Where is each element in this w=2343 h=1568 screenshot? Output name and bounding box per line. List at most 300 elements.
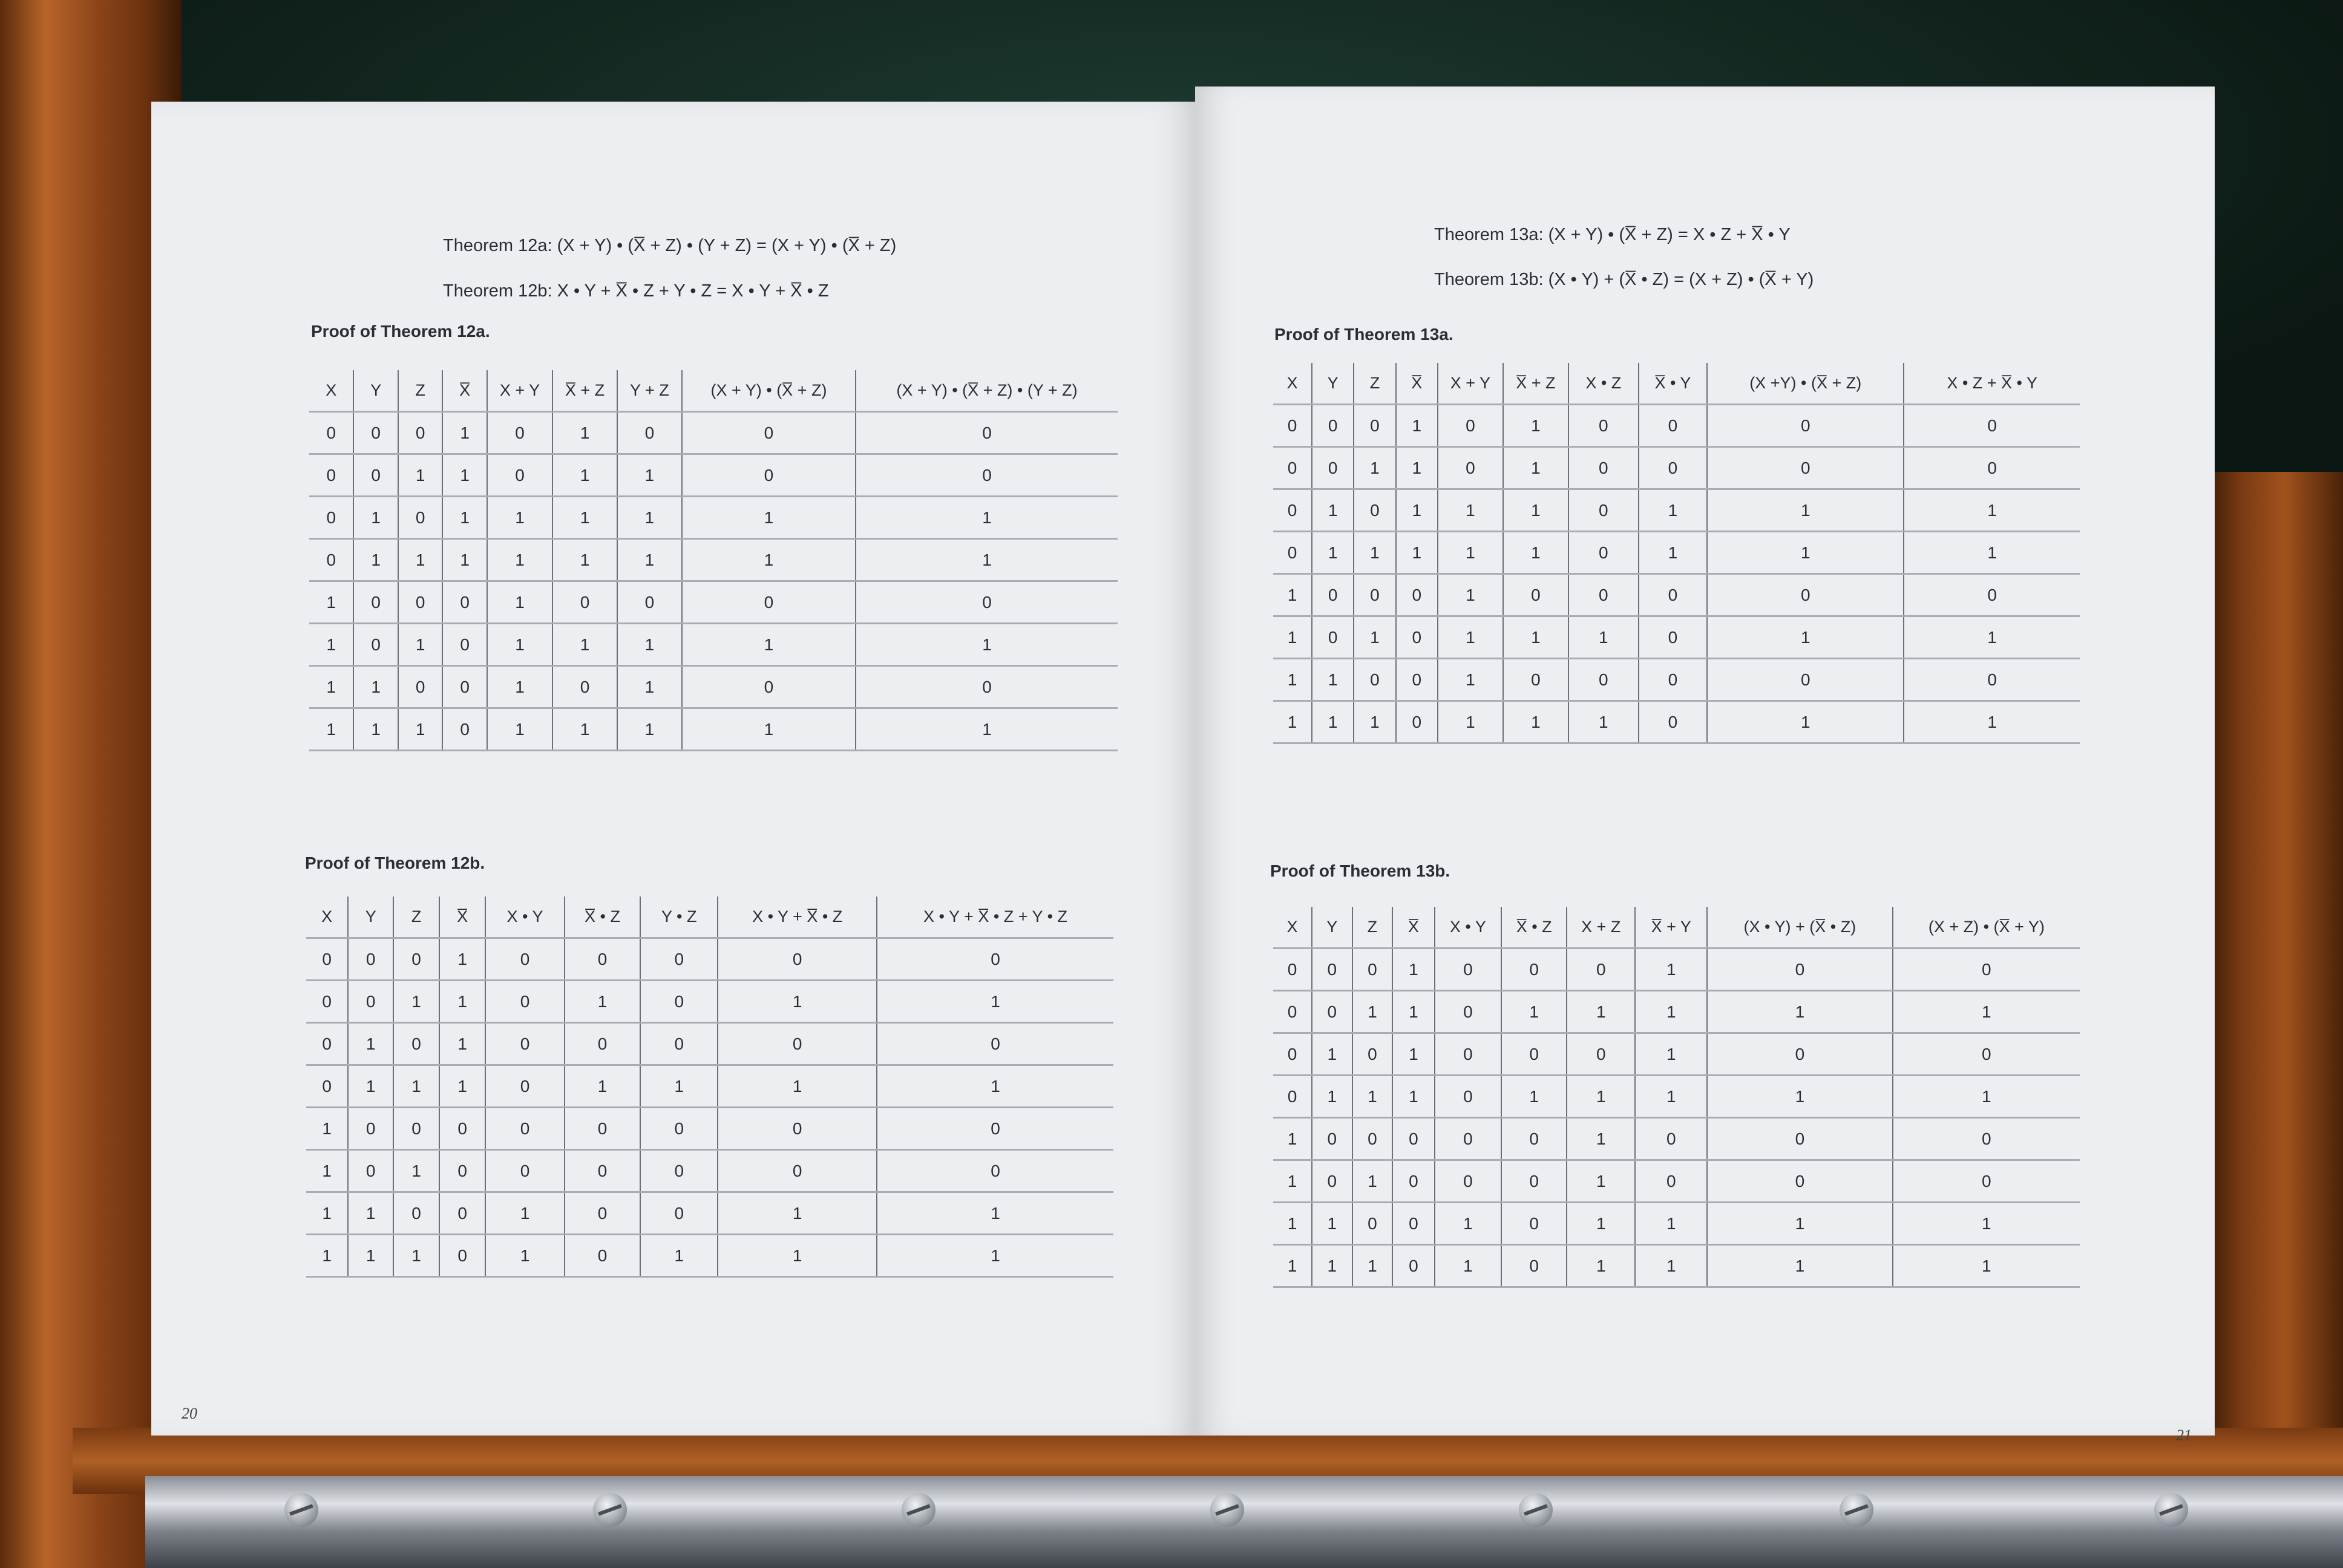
column-header: X̅ bbox=[442, 370, 487, 412]
column-header: (X +Y) • (X̅ + Z) bbox=[1707, 363, 1904, 405]
table-cell: 1 bbox=[617, 497, 682, 539]
column-header: X bbox=[306, 897, 348, 938]
table-cell: 1 bbox=[1438, 659, 1503, 701]
table-cell: 0 bbox=[353, 624, 398, 666]
table-cell: 1 bbox=[1312, 701, 1354, 743]
table-cell: 0 bbox=[877, 1023, 1113, 1065]
table-cell: 0 bbox=[1568, 532, 1639, 574]
column-header: Y + Z bbox=[617, 370, 682, 412]
table-cell: 0 bbox=[348, 981, 393, 1023]
table-cell: 1 bbox=[1312, 1033, 1352, 1076]
table-cell: 1 bbox=[1635, 1033, 1707, 1076]
table-cell: 1 bbox=[617, 539, 682, 581]
table-cell: 1 bbox=[1503, 532, 1568, 574]
table-cell: 1 bbox=[487, 539, 552, 581]
proof-12a-heading: Proof of Theorem 12a. bbox=[311, 322, 490, 341]
table-cell: 1 bbox=[1312, 1245, 1352, 1287]
table-cell: 1 bbox=[1438, 616, 1503, 659]
table-row bbox=[1273, 1160, 2080, 1203]
theorem-13b: Theorem 13b: (X • Y) + (X̅ • Z) = (X + Z) • (X̅ + Y) bbox=[1434, 270, 1814, 289]
table-cell: 0 bbox=[552, 666, 617, 708]
table-cell: 0 bbox=[442, 708, 487, 751]
table-cell: 1 bbox=[1392, 1076, 1434, 1118]
table-cell: 1 bbox=[353, 539, 398, 581]
table-cell: 1 bbox=[348, 1065, 393, 1108]
table-cell: 1 bbox=[353, 497, 398, 539]
table-cell: 0 bbox=[1435, 1160, 1502, 1203]
table-cell: 1 bbox=[1567, 1245, 1635, 1287]
table-cell: 1 bbox=[1707, 1245, 1893, 1287]
wooden-case-right bbox=[2198, 472, 2343, 1568]
table-cell: 1 bbox=[617, 666, 682, 708]
table-cell: 1 bbox=[1273, 574, 1312, 616]
column-header: X • Y + X̅ • Z + Y • Z bbox=[877, 897, 1113, 938]
table-cell: 0 bbox=[1273, 991, 1312, 1033]
table-row bbox=[309, 624, 1118, 666]
table-cell: 1 bbox=[1354, 701, 1395, 743]
column-header: X • Y bbox=[1435, 907, 1502, 949]
table-cell: 1 bbox=[1904, 532, 2080, 574]
table-cell: 1 bbox=[1893, 991, 2080, 1033]
column-header: X bbox=[1273, 907, 1312, 949]
table-cell: 0 bbox=[552, 581, 617, 624]
screw-icon bbox=[1519, 1493, 1553, 1527]
table-cell: 0 bbox=[1352, 1203, 1393, 1245]
table-cell: 1 bbox=[617, 708, 682, 751]
table-cell: 0 bbox=[1501, 1203, 1567, 1245]
table-cell: 1 bbox=[439, 1065, 485, 1108]
table-cell: 0 bbox=[640, 1150, 718, 1192]
table-cell: 0 bbox=[1392, 1118, 1434, 1160]
table-cell: 0 bbox=[1503, 574, 1568, 616]
table-row bbox=[1273, 616, 2080, 659]
table-cell: 1 bbox=[398, 454, 442, 497]
table-cell: 0 bbox=[348, 1150, 393, 1192]
column-header: Y bbox=[1312, 363, 1354, 405]
truth-table-12a bbox=[309, 370, 1118, 751]
table-cell: 0 bbox=[1354, 574, 1395, 616]
table-cell: 1 bbox=[393, 1150, 439, 1192]
table-cell: 0 bbox=[1635, 1118, 1707, 1160]
table-cell: 0 bbox=[1707, 1160, 1893, 1203]
proof-12b-heading: Proof of Theorem 12b. bbox=[305, 854, 485, 872]
table-cell: 1 bbox=[1312, 659, 1354, 701]
table-cell: 0 bbox=[398, 497, 442, 539]
table-cell: 1 bbox=[1354, 447, 1395, 489]
table-cell: 1 bbox=[682, 497, 856, 539]
table-cell: 1 bbox=[398, 539, 442, 581]
table-cell: 0 bbox=[1707, 447, 1904, 489]
table-cell: 0 bbox=[439, 1192, 485, 1235]
table-cell: 1 bbox=[1503, 447, 1568, 489]
table-cell: 0 bbox=[1893, 949, 2080, 991]
column-header: Y bbox=[348, 897, 393, 938]
truth-table-13b bbox=[1273, 907, 2080, 1288]
table-row bbox=[309, 539, 1118, 581]
proof-13b-heading: Proof of Theorem 13b. bbox=[1270, 861, 1450, 880]
table-cell: 1 bbox=[1352, 991, 1393, 1033]
table-cell: 1 bbox=[1396, 405, 1438, 447]
column-header: X bbox=[309, 370, 353, 412]
table-cell: 1 bbox=[1273, 1118, 1312, 1160]
column-header: Z bbox=[398, 370, 442, 412]
table-cell: 1 bbox=[718, 1192, 877, 1235]
table-cell: 0 bbox=[1568, 659, 1639, 701]
table-row bbox=[306, 1108, 1113, 1150]
column-header: X̅ bbox=[1392, 907, 1434, 949]
table-cell: 1 bbox=[1312, 489, 1354, 532]
table-cell: 1 bbox=[1707, 991, 1893, 1033]
table-cell: 0 bbox=[1312, 991, 1352, 1033]
header-row bbox=[309, 370, 1118, 412]
table-cell: 1 bbox=[1438, 489, 1503, 532]
screw-icon bbox=[593, 1493, 627, 1527]
table-cell: 0 bbox=[439, 1235, 485, 1277]
screw-icon bbox=[284, 1493, 318, 1527]
table-cell: 0 bbox=[1396, 616, 1438, 659]
column-header: Z bbox=[393, 897, 439, 938]
table-row bbox=[306, 1150, 1113, 1192]
table-cell: 1 bbox=[1503, 405, 1568, 447]
table-cell: 1 bbox=[1392, 1033, 1434, 1076]
table-cell: 0 bbox=[1396, 659, 1438, 701]
table-cell: 0 bbox=[1568, 447, 1639, 489]
table-cell: 0 bbox=[1392, 1203, 1434, 1245]
table-cell: 1 bbox=[1312, 1203, 1352, 1245]
table-cell: 0 bbox=[309, 412, 353, 454]
table-cell: 0 bbox=[718, 938, 877, 981]
column-header: Z bbox=[1352, 907, 1393, 949]
table-cell: 0 bbox=[1312, 949, 1352, 991]
table-row bbox=[306, 981, 1113, 1023]
table-cell: 0 bbox=[1273, 489, 1312, 532]
truth-table-12b bbox=[306, 897, 1113, 1278]
table-cell: 1 bbox=[1352, 1076, 1393, 1118]
table-cell: 0 bbox=[1567, 1033, 1635, 1076]
table-row bbox=[306, 938, 1113, 981]
table-cell: 1 bbox=[487, 624, 552, 666]
table-cell: 0 bbox=[1354, 489, 1395, 532]
table-cell: 1 bbox=[552, 708, 617, 751]
column-header: X̅ • Y bbox=[1639, 363, 1707, 405]
table-cell: 0 bbox=[1273, 1076, 1312, 1118]
table-cell: 1 bbox=[877, 1235, 1113, 1277]
table-cell: 0 bbox=[348, 938, 393, 981]
table-cell: 1 bbox=[439, 1023, 485, 1065]
table-cell: 1 bbox=[348, 1192, 393, 1235]
table-cell: 1 bbox=[442, 497, 487, 539]
table-cell: 1 bbox=[442, 454, 487, 497]
table-cell: 0 bbox=[565, 1108, 640, 1150]
table-row bbox=[1273, 532, 2080, 574]
table-cell: 1 bbox=[718, 1235, 877, 1277]
table-cell: 0 bbox=[1568, 489, 1639, 532]
table-cell: 0 bbox=[309, 454, 353, 497]
table-cell: 0 bbox=[856, 666, 1118, 708]
table-cell: 0 bbox=[353, 581, 398, 624]
table-cell: 0 bbox=[439, 1150, 485, 1192]
table-cell: 0 bbox=[1438, 405, 1503, 447]
table-cell: 0 bbox=[1312, 574, 1354, 616]
table-cell: 1 bbox=[1396, 489, 1438, 532]
table-cell: 0 bbox=[1354, 659, 1395, 701]
table-row bbox=[1273, 1118, 2080, 1160]
table-cell: 0 bbox=[1501, 1033, 1567, 1076]
table-cell: 0 bbox=[1904, 574, 2080, 616]
table-cell: 0 bbox=[1435, 949, 1502, 991]
screw-icon bbox=[1210, 1493, 1244, 1527]
table-cell: 1 bbox=[1707, 1076, 1893, 1118]
table-cell: 1 bbox=[1501, 991, 1567, 1033]
table-row bbox=[1273, 405, 2080, 447]
table-cell: 1 bbox=[1273, 1203, 1312, 1245]
table-cell: 0 bbox=[1501, 1160, 1567, 1203]
table-cell: 0 bbox=[565, 1192, 640, 1235]
table-cell: 0 bbox=[877, 1108, 1113, 1150]
table-row bbox=[309, 708, 1118, 751]
table-cell: 1 bbox=[856, 539, 1118, 581]
table-cell: 0 bbox=[439, 1108, 485, 1150]
column-header: X̅ • Z bbox=[565, 897, 640, 938]
table-cell: 0 bbox=[1639, 405, 1707, 447]
table-row bbox=[1273, 659, 2080, 701]
table-cell: 0 bbox=[485, 1108, 565, 1150]
table-cell: 0 bbox=[718, 1150, 877, 1192]
table-cell: 1 bbox=[565, 981, 640, 1023]
table-cell: 1 bbox=[718, 981, 877, 1023]
table-cell: 1 bbox=[487, 666, 552, 708]
table-cell: 1 bbox=[1503, 701, 1568, 743]
table-cell: 1 bbox=[1354, 532, 1395, 574]
table-cell: 0 bbox=[348, 1108, 393, 1150]
column-header: X + Z bbox=[1567, 907, 1635, 949]
table-cell: 0 bbox=[1567, 949, 1635, 991]
table-cell: 1 bbox=[1568, 616, 1639, 659]
column-header: (X + Y) • (X̅ + Z) bbox=[682, 370, 856, 412]
table-cell: 1 bbox=[856, 708, 1118, 751]
table-cell: 0 bbox=[306, 981, 348, 1023]
table-cell: 0 bbox=[1352, 1033, 1393, 1076]
table-row bbox=[1273, 1076, 2080, 1118]
table-cell: 0 bbox=[353, 454, 398, 497]
table-cell: 1 bbox=[1635, 949, 1707, 991]
table-cell: 1 bbox=[1312, 1076, 1352, 1118]
column-header: X • Y + X̅ • Z bbox=[718, 897, 877, 938]
table-cell: 1 bbox=[1893, 1076, 2080, 1118]
table-cell: 1 bbox=[1392, 949, 1434, 991]
table-cell: 1 bbox=[393, 1235, 439, 1277]
table-cell: 1 bbox=[682, 624, 856, 666]
table-cell: 0 bbox=[640, 1023, 718, 1065]
table-cell: 1 bbox=[485, 1235, 565, 1277]
table-cell: 1 bbox=[1273, 616, 1312, 659]
table-cell: 0 bbox=[398, 666, 442, 708]
table-cell: 1 bbox=[309, 666, 353, 708]
table-cell: 1 bbox=[442, 539, 487, 581]
table-cell: 0 bbox=[1501, 1118, 1567, 1160]
table-cell: 1 bbox=[1567, 1076, 1635, 1118]
table-row bbox=[1273, 489, 2080, 532]
table-cell: 0 bbox=[565, 938, 640, 981]
table-cell: 0 bbox=[682, 666, 856, 708]
table-cell: 1 bbox=[398, 708, 442, 751]
table-cell: 1 bbox=[487, 497, 552, 539]
table-cell: 0 bbox=[1893, 1160, 2080, 1203]
table-row bbox=[309, 412, 1118, 454]
table-cell: 0 bbox=[1312, 616, 1354, 659]
table-cell: 0 bbox=[1312, 447, 1354, 489]
table-cell: 1 bbox=[1893, 1203, 2080, 1245]
screw-icon bbox=[902, 1493, 936, 1527]
table-cell: 1 bbox=[856, 497, 1118, 539]
table-cell: 0 bbox=[1435, 1118, 1502, 1160]
table-cell: 0 bbox=[306, 1065, 348, 1108]
column-header: Y bbox=[353, 370, 398, 412]
column-header: X • Z + X̅ • Y bbox=[1904, 363, 2080, 405]
table-cell: 1 bbox=[1707, 701, 1904, 743]
table-cell: 0 bbox=[856, 454, 1118, 497]
table-cell: 0 bbox=[565, 1023, 640, 1065]
table-cell: 1 bbox=[1435, 1245, 1502, 1287]
table-cell: 1 bbox=[1635, 991, 1707, 1033]
table-cell: 0 bbox=[1639, 574, 1707, 616]
table-cell: 0 bbox=[1707, 1033, 1893, 1076]
table-cell: 0 bbox=[398, 412, 442, 454]
table-row bbox=[1273, 701, 2080, 743]
table-cell: 1 bbox=[1639, 532, 1707, 574]
table-cell: 1 bbox=[398, 624, 442, 666]
table-row bbox=[1273, 574, 2080, 616]
table-cell: 0 bbox=[1273, 949, 1312, 991]
table-cell: 0 bbox=[682, 412, 856, 454]
table-cell: 0 bbox=[485, 1150, 565, 1192]
column-header: X + Y bbox=[487, 370, 552, 412]
table-cell: 1 bbox=[552, 539, 617, 581]
column-header: (X • Y) + (X̅ • Z) bbox=[1707, 907, 1893, 949]
table-cell: 0 bbox=[1312, 1160, 1352, 1203]
table-cell: 0 bbox=[309, 539, 353, 581]
theorem-12b: Theorem 12b: X • Y + X̅ • Z + Y • Z = X • Y + X̅ • Z bbox=[443, 281, 829, 301]
table-cell: 0 bbox=[1639, 447, 1707, 489]
table-cell: 0 bbox=[1435, 1076, 1502, 1118]
table-cell: 1 bbox=[439, 981, 485, 1023]
table-cell: 1 bbox=[393, 1065, 439, 1108]
table-cell: 1 bbox=[439, 938, 485, 981]
table-cell: 0 bbox=[640, 981, 718, 1023]
table-cell: 1 bbox=[877, 1192, 1113, 1235]
table-cell: 0 bbox=[640, 1192, 718, 1235]
table-cell: 0 bbox=[1396, 701, 1438, 743]
table-cell: 0 bbox=[1639, 701, 1707, 743]
table-cell: 0 bbox=[1392, 1245, 1434, 1287]
table-cell: 0 bbox=[442, 666, 487, 708]
table-cell: 1 bbox=[306, 1108, 348, 1150]
table-cell: 1 bbox=[1904, 489, 2080, 532]
table-cell: 1 bbox=[1707, 489, 1904, 532]
header-row bbox=[306, 897, 1113, 938]
table-cell: 1 bbox=[1354, 616, 1395, 659]
table-cell: 1 bbox=[309, 624, 353, 666]
table-cell: 0 bbox=[682, 454, 856, 497]
column-header: Y bbox=[1312, 907, 1352, 949]
table-row bbox=[1273, 447, 2080, 489]
table-cell: 0 bbox=[617, 581, 682, 624]
table-cell: 1 bbox=[353, 708, 398, 751]
table-cell: 1 bbox=[1707, 1203, 1893, 1245]
table-cell: 1 bbox=[306, 1150, 348, 1192]
header-row bbox=[1273, 363, 2080, 405]
table-cell: 0 bbox=[640, 1108, 718, 1150]
table-cell: 0 bbox=[1904, 447, 2080, 489]
table-cell: 1 bbox=[309, 581, 353, 624]
table-cell: 0 bbox=[442, 624, 487, 666]
table-cell: 0 bbox=[485, 1065, 565, 1108]
table-cell: 0 bbox=[1501, 1245, 1567, 1287]
table-cell: 1 bbox=[1904, 701, 2080, 743]
table-cell: 0 bbox=[718, 1023, 877, 1065]
table-cell: 1 bbox=[552, 497, 617, 539]
table-cell: 0 bbox=[1392, 1160, 1434, 1203]
column-header: X̅ + Z bbox=[1503, 363, 1568, 405]
table-cell: 0 bbox=[487, 412, 552, 454]
table-row bbox=[309, 581, 1118, 624]
table-row bbox=[309, 497, 1118, 539]
proof-13a-heading: Proof of Theorem 13a. bbox=[1274, 325, 1453, 344]
table-cell: 0 bbox=[393, 1108, 439, 1150]
table-cell: 0 bbox=[485, 938, 565, 981]
theorem-13a: Theorem 13a: (X + Y) • (X̅ + Z) = X • Z + X̅ • Y bbox=[1434, 225, 1791, 244]
table-cell: 0 bbox=[565, 1235, 640, 1277]
table-cell: 0 bbox=[309, 497, 353, 539]
table-cell: 1 bbox=[309, 708, 353, 751]
column-header: X̅ bbox=[439, 897, 485, 938]
table-cell: 1 bbox=[565, 1065, 640, 1108]
table-cell: 1 bbox=[682, 708, 856, 751]
table-cell: 0 bbox=[1396, 574, 1438, 616]
table-cell: 0 bbox=[1435, 991, 1502, 1033]
table-cell: 0 bbox=[1352, 949, 1393, 991]
table-cell: 0 bbox=[1273, 405, 1312, 447]
table-cell: 1 bbox=[1273, 701, 1312, 743]
table-cell: 0 bbox=[1639, 616, 1707, 659]
table-cell: 0 bbox=[877, 938, 1113, 981]
table-cell: 0 bbox=[1503, 659, 1568, 701]
table-cell: 0 bbox=[1568, 405, 1639, 447]
header-row bbox=[1273, 907, 2080, 949]
table-cell: 1 bbox=[1635, 1203, 1707, 1245]
table-cell: 1 bbox=[1501, 1076, 1567, 1118]
table-cell: 1 bbox=[1273, 1245, 1312, 1287]
page-number-right: 21 bbox=[2176, 1426, 2192, 1444]
column-header: X̅ + Z bbox=[552, 370, 617, 412]
table-cell: 1 bbox=[1396, 532, 1438, 574]
column-header: X̅ + Y bbox=[1635, 907, 1707, 949]
table-cell: 0 bbox=[877, 1150, 1113, 1192]
column-header: X̅ • Z bbox=[1501, 907, 1567, 949]
table-cell: 1 bbox=[1567, 991, 1635, 1033]
column-header: X • Z bbox=[1568, 363, 1639, 405]
table-cell: 0 bbox=[1435, 1033, 1502, 1076]
table-cell: 1 bbox=[485, 1192, 565, 1235]
table-cell: 0 bbox=[393, 1192, 439, 1235]
table-cell: 1 bbox=[1438, 701, 1503, 743]
table-cell: 0 bbox=[1639, 659, 1707, 701]
screw-icon bbox=[2154, 1493, 2188, 1527]
table-cell: 0 bbox=[485, 1023, 565, 1065]
table-cell: 1 bbox=[1438, 532, 1503, 574]
table-cell: 0 bbox=[306, 1023, 348, 1065]
table-cell: 1 bbox=[1273, 659, 1312, 701]
